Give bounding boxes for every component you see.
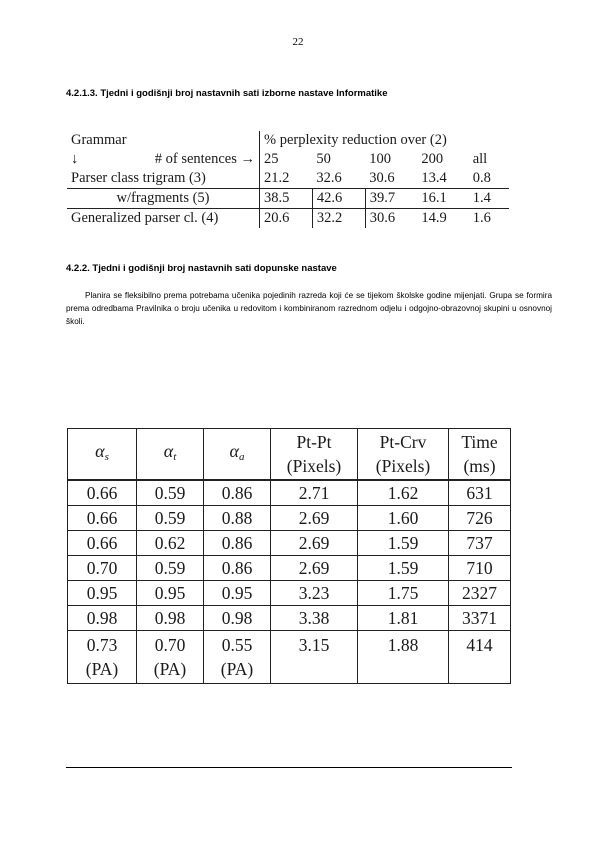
table-cell: 20.6 [260,209,313,229]
table-cell: 0.62 [137,531,204,556]
table-cell: w/fragments (5) [67,189,260,209]
table-cell: 30.6 [365,209,417,229]
table-cell: 25 [264,151,279,167]
table-cell: 1.62 [358,480,449,506]
table-cell: 1.88 [358,631,449,684]
table-cell: 0.66 [68,506,137,531]
table-row [67,131,509,150]
header-pt-crv [358,429,449,481]
subscript: a [238,451,245,463]
cell-value: 0.55 [221,635,253,655]
down-arrow-label: ↓ [71,151,79,167]
table-cell: 0.59 [137,506,204,531]
table-cell: 3.15 [271,631,358,684]
table-cell: 0.59 [137,556,204,581]
table-cell: 737 [449,531,511,556]
table-cell: 0.86 [204,480,271,506]
table-cell: 0.70 [68,556,137,581]
perplexity-table [67,131,509,228]
table-cell: 39.7 [365,189,417,209]
table-cell: 30.6 [369,170,395,186]
table-cell: 0.98 [137,606,204,631]
alpha-symbol: α [163,441,174,461]
alpha-timing-table [67,428,511,684]
table-cell: 1.75 [358,581,449,606]
table-cell [204,631,271,684]
table-cell: 50 [316,151,331,167]
table-cell: 0.95 [137,581,204,606]
table-cell: 0.95 [68,581,137,606]
table-cell [137,631,204,684]
table-cell: 414 [449,631,511,684]
subscript: t [173,451,177,463]
table-cell: all [472,151,488,167]
subscript: s [104,451,109,463]
header-line: (Pixels) [286,456,342,476]
table-cell: Generalized parser cl. (4) [67,209,260,229]
table-row [68,531,511,556]
header-line: Time [461,432,498,452]
table-cell: 13.4 [421,170,447,186]
table-cell: 710 [449,556,511,581]
cell-value: 0.70 [154,635,186,655]
footer-rule [66,767,512,768]
table-cell: 2.71 [271,480,358,506]
table-row [68,631,511,684]
table-cell: 0.95 [204,581,271,606]
body-paragraph: Planira se fleksibilno prema potrebama učenika pojedinih razreda koji će se tijekom školske godine mijenjati. Grupa se formira prema odredbama Pravilnika o broju učenika u redovitom i kombiniranom razrednom odjelu i odgojno-obrazovnoj skupini u osnovnoj školi. [66,291,552,326]
header-line: Pt-Crv [379,432,427,452]
header-pt-pt [271,429,358,481]
table-cell: 38.5 [260,189,313,209]
table-cell: 2.69 [271,506,358,531]
cell-value: 0.73 [86,635,118,655]
table-cell: 200 [421,151,444,167]
sentences-label: # of sentences → [154,151,255,167]
table-cell: 1.6 [469,209,509,229]
page-number: 22 [292,36,304,48]
table-row [68,480,511,506]
table-cell: 2.69 [271,556,358,581]
table-cell: 21.2 [264,170,290,186]
table-row [67,189,509,209]
table-cell: 0.8 [472,170,491,186]
table-row [67,169,509,189]
table-row [68,606,511,631]
table-cell: 1.60 [358,506,449,531]
perplexity-table-image [65,125,517,243]
table-cell [67,150,260,169]
table-cell: 3.23 [271,581,358,606]
table-cell: 2327 [449,581,511,606]
table-cell: 3.38 [271,606,358,631]
table-cell: 1.59 [358,556,449,581]
header-line: (Pixels) [375,456,431,476]
table-cell: Grammar [67,131,260,150]
table-cell: 3371 [449,606,511,631]
table-cell: 16.1 [417,189,468,209]
cell-note: (PA) [153,659,187,679]
table-cell: 0.86 [204,556,271,581]
header-line: Pt-Pt [296,432,332,452]
alpha-symbol: α [95,441,105,461]
table-row [68,506,511,531]
header-line: (ms) [463,456,496,476]
header-alpha-s [68,429,137,481]
table-cell: 32.6 [316,170,342,186]
alpha-timing-table-image [64,345,516,755]
table-cell: 1.4 [469,189,509,209]
table-cell: 32.2 [312,209,365,229]
cell-note: (PA) [220,659,254,679]
table-cell: 0.59 [137,480,204,506]
cell-note: (PA) [85,659,119,679]
table-cell: 0.86 [204,531,271,556]
header-alpha-t [137,429,204,481]
alpha-symbol: α [229,441,239,461]
table-cell: 100 [369,151,391,167]
table-cell: 1.59 [358,531,449,556]
table-cell: 14.9 [417,209,468,229]
table-row [67,150,509,169]
table-cell: Parser class trigram (3) [67,169,260,189]
table-cell: 726 [449,506,511,531]
table-header-row [68,429,511,481]
table-cell: 2.69 [271,531,358,556]
table-cell: 0.98 [68,606,137,631]
section-heading-dopunska: 4.2.2. Tjedni i godišnji broj nastavnih sati dopunske nastave [66,263,337,274]
table-cell: 631 [449,480,511,506]
header-time [449,429,511,481]
table-cell: 1.81 [358,606,449,631]
table-cell: 42.6 [312,189,365,209]
table-row [67,209,509,229]
table-row [68,556,511,581]
header-alpha-a [204,429,271,481]
table-cell: 0.98 [204,606,271,631]
table-cell [68,631,137,684]
table-cell: 0.66 [68,531,137,556]
table-cell: 0.66 [68,480,137,506]
table-cell: 0.88 [204,506,271,531]
section-heading-informatika: 4.2.1.3. Tjedni i godišnji broj nastavnih sati izborne nastave Informatike [66,88,388,99]
table-header-cell: % perplexity reduction over (2) [264,132,447,148]
table-row [68,581,511,606]
